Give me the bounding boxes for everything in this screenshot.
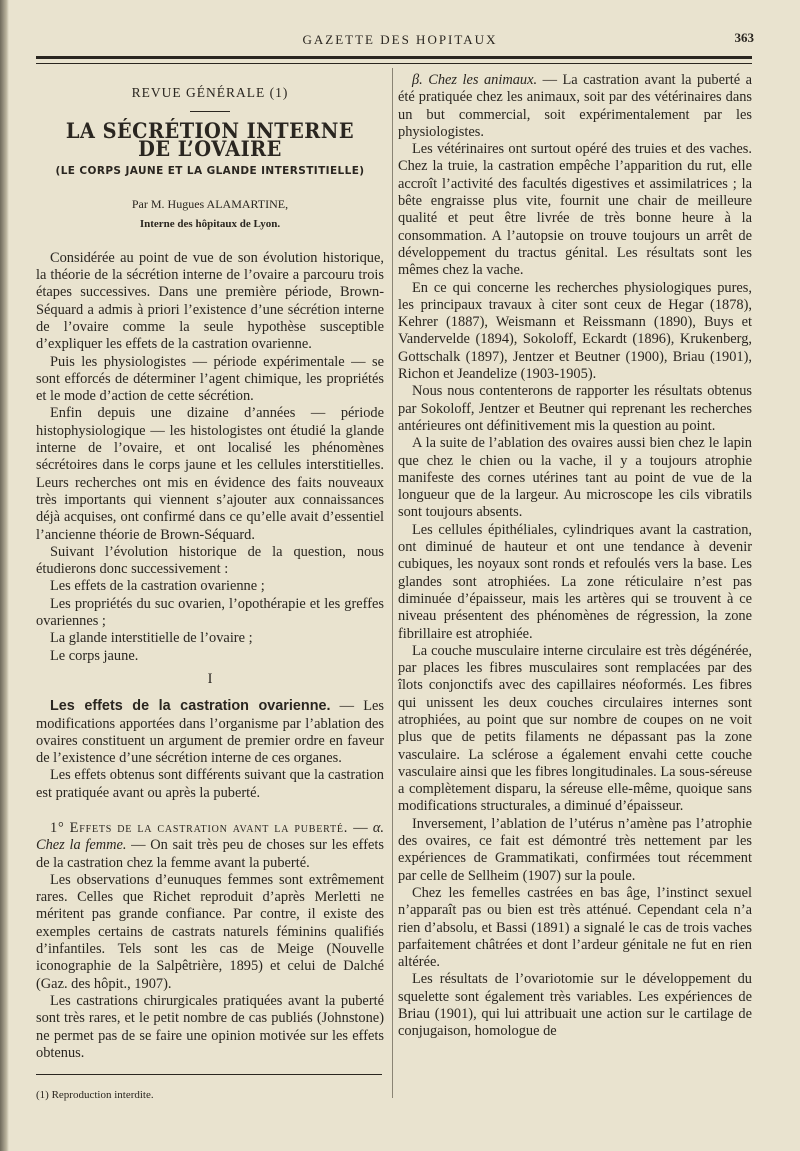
paragraph: Considérée au point de vue de son évolution historique, la théorie de la sécrétion interne de l’ovaire a parcouru trois étapes successives. Dans une première période, Brown-Séquard a admis à priori l’existence d’une sécrétion interne de l’ovaire comme la seule hypothèse susceptible d’expliquer les effets de la castration ovarienne.: [36, 249, 384, 353]
enumeration-item: Les effets de la castration ovarienne ;: [50, 578, 265, 595]
left-column: [36, 72, 384, 1104]
paragraph: Les observations d’eunuques femmes sont extrêmement rares. Celles que Richet reproduit d’après Merletti ne méritent pas grande confiance. Par contre, il existe des exemples certains de castrats naturels féminins qualifiés d’infantiles. Tels sont les cas de Meige (Nouvelle iconographie de la Salpêtrière, 1895) et celui de Dalché (Gaz. des hôpit., 1907).: [36, 871, 384, 992]
title-rule: [190, 111, 230, 112]
paragraph: Suivant l’évolution historique de la question, nous étudierons donc successivement :: [36, 543, 384, 578]
paragraph: Inversement, l’ablation de l’utérus n’amène pas l’atrophie des ovaires, ce fait est démontré très nettement par les expériences de Grammatikati, confirmées tout récemment par celle de Sellheim (1907) sur la poule.: [398, 815, 752, 884]
book-spine-shadow: [0, 0, 9, 1151]
rubric: REVUE GÉNÉRALE (1): [131, 85, 289, 100]
paragraph: A la suite de l’ablation des ovaires aussi bien chez le lapin que chez le chien ou la vache, il y a toujours atrophie manifeste des cornes utérines tant au point de vue de la longueur que de la largeur. Au microscope les cils vibratils sont toujours absents.: [398, 435, 752, 521]
header-rule-thick: [36, 56, 752, 59]
right-column: [398, 72, 752, 1041]
paragraph: [36, 698, 384, 767]
byline: Par M. Hugues ALAMARTINE,: [131, 197, 289, 212]
paragraph: La couche musculaire interne circulaire est très dégénérée, par places les fibres musculaires sont remplacées par des îlots conjonctifs avec des capillaires néoformés. Les fibres qui unissent les deux couches circulaires internes sont atrophiées, au point que sur nombre de coupes on ne voit plus que de petits filaments ne dépassant pas la zone vasculaire. La sclérose a également envahi cette couche vasculaire ainsi que les fibres longitudinales. La sous-séreuse a complètement disparu, la séreuse elle-même, quoique sans modifications structurales, a diminué d’épaisseur.: [398, 642, 752, 815]
paragraph: [36, 820, 384, 872]
enumeration-item: La glande interstitielle de l’ovaire ;: [50, 630, 253, 647]
subsection-text: — On sait très peu de choses sur les effets de la castration chez la femme avant la puberté.: [36, 837, 384, 871]
paragraph: Les résultats de l’ovariotomie sur le développement du squelette sont également très variables. Les expériences de Briau (1901), qui lui attribuait une action sur le cartilage de conjugaison, homologue de: [398, 971, 752, 1040]
column-divider: [392, 68, 393, 1098]
paragraph: Les effets obtenus sont différents suivant que la castration est pratiquée avant ou après la puberté.: [36, 767, 384, 801]
subsection-heading: 1° Effets de la castration avant la puberté. —: [50, 819, 369, 836]
subsection-label: β. Chez les animaux.: [412, 72, 538, 88]
section-number: I: [207, 670, 213, 687]
paragraph: Chez les femelles castrées en bas âge, l’instinct sexuel n’apparaît pas ou bien est très atténué. Cependant cela n’a rien d’absolu, et Bassi (1891) a signalé le cas de trois vaches parfaitement châtrées et dont l’ardeur génitale ne fut en rien altérée.: [398, 884, 752, 971]
article-title: LA SÉCRÉTION INTERNE DE L’OVAIRE: [65, 118, 355, 161]
paragraph: En ce qui concerne les recherches physiologiques pures, les principaux travaux à citer sont ceux de Hegar (1878), Kehrer (1887), Weismann et Reissmann (1890), Buys et Vandervelde (1894), Sokoloff, Eckardt (1896), Krukenberg, Gottschalk (1897), Jentzer et Beutner (1900), Briau (1901), Richon et Jeandelize (1903-1905).: [398, 279, 752, 383]
paragraph-text: — La castration avant la puberté a été pratiquée chez les animaux, soit par des vétérinaires dans un but commercial, soit expérimentalement par les physiologistes.: [398, 72, 753, 140]
page-number: 363: [734, 30, 754, 45]
paragraph: Les cellules épithéliales, cylindriques avant la castration, ont diminué de hauteur et ont une tendance à devenir cubiques, les noyaux sont ronds et refoulés vers la base. Les glandes sont atrophiées. La zone réticulaire n’est pas diminuée d’épaisseur, mais les artères qui se trouvent à ce niveau présentent des phénomènes de régression, la zone fibrillaire est atrophiée.: [398, 521, 752, 642]
author-affiliation: Interne des hôpitaux de Lyon.: [139, 218, 281, 231]
paragraph: Les castrations chirurgicales pratiquées avant la puberté sont très rares, et le petit nombre de cas publiés (Johnstone) ne permet pas de se faire une opinion motivée sur les effets obtenus.: [36, 992, 384, 1061]
paragraph: [398, 72, 752, 141]
running-head: GAZETTE DES HOPITAUX: [302, 32, 498, 47]
paragraph: Les vétérinaires ont surtout opéré des truies et des vaches. Chez la truie, la castration empêche l’apparition du rut, elle accroît l’activité des facultés digestives et assimilatrices ; la bête engraisse plus vite, fournit une chair de meilleure qualité et peut être livrée de très bonne heure à la consommation. A l’autopsie on trouve toujours un arrêt de développement du tractus génital. Les résultats sont les mêmes chez la vache.: [398, 141, 752, 279]
header-rule-thin: [36, 63, 752, 64]
subsection-label: α. Chez la femme.: [36, 819, 384, 854]
enumeration-item: Les propriétés du suc ovarien, l’opothérapie et les greffes ovariennes ;: [36, 595, 384, 630]
section-heading: Les effets de la castration ovarienne.: [50, 698, 331, 715]
enumeration-item: Le corps jaune.: [50, 647, 139, 664]
paragraph: Nous nous contenterons de rapporter les résultats obtenus par Sokoloff, Jentzer et Beutner qui reprenant les recherches antérieures ont définitivement mis la question au point.: [398, 383, 752, 434]
footnote-rule: [36, 1074, 382, 1075]
article-subtitle: (LE CORPS JAUNE ET LA GLANDE INTERSTITIELLE): [55, 164, 365, 177]
paragraph: Puis les physiologistes — période expérimentale — se sont efforcés de déterminer l’agent chimique, les propriétés et le mode d’action de cette sécrétion.: [36, 353, 384, 405]
footnote: (1) Reproduction interdite.: [36, 1089, 154, 1102]
paragraph: Enfin depuis une dizaine d’années — période histophysiologique — les histologistes ont étudié la glande interne de l’ovaire, et ont localisé les phénomènes sécrétoires dans le corps jaune et les cellules interstitielles. Leurs recherches ont mis en évidence des faits nouveaux très importants qui viennent s’ajouter aux connaissances déjà acquises, ont confirmé dans ce qu’elle avait d’essentiel l’ancienne théorie de Brown-Séquard.: [36, 405, 384, 543]
section-text: — Les modifications apportées dans l’organisme par l’ablation des ovaires constituent un argument de premier ordre en faveur de l’existence d’une sécrétion interne de ces organes.: [36, 698, 384, 767]
